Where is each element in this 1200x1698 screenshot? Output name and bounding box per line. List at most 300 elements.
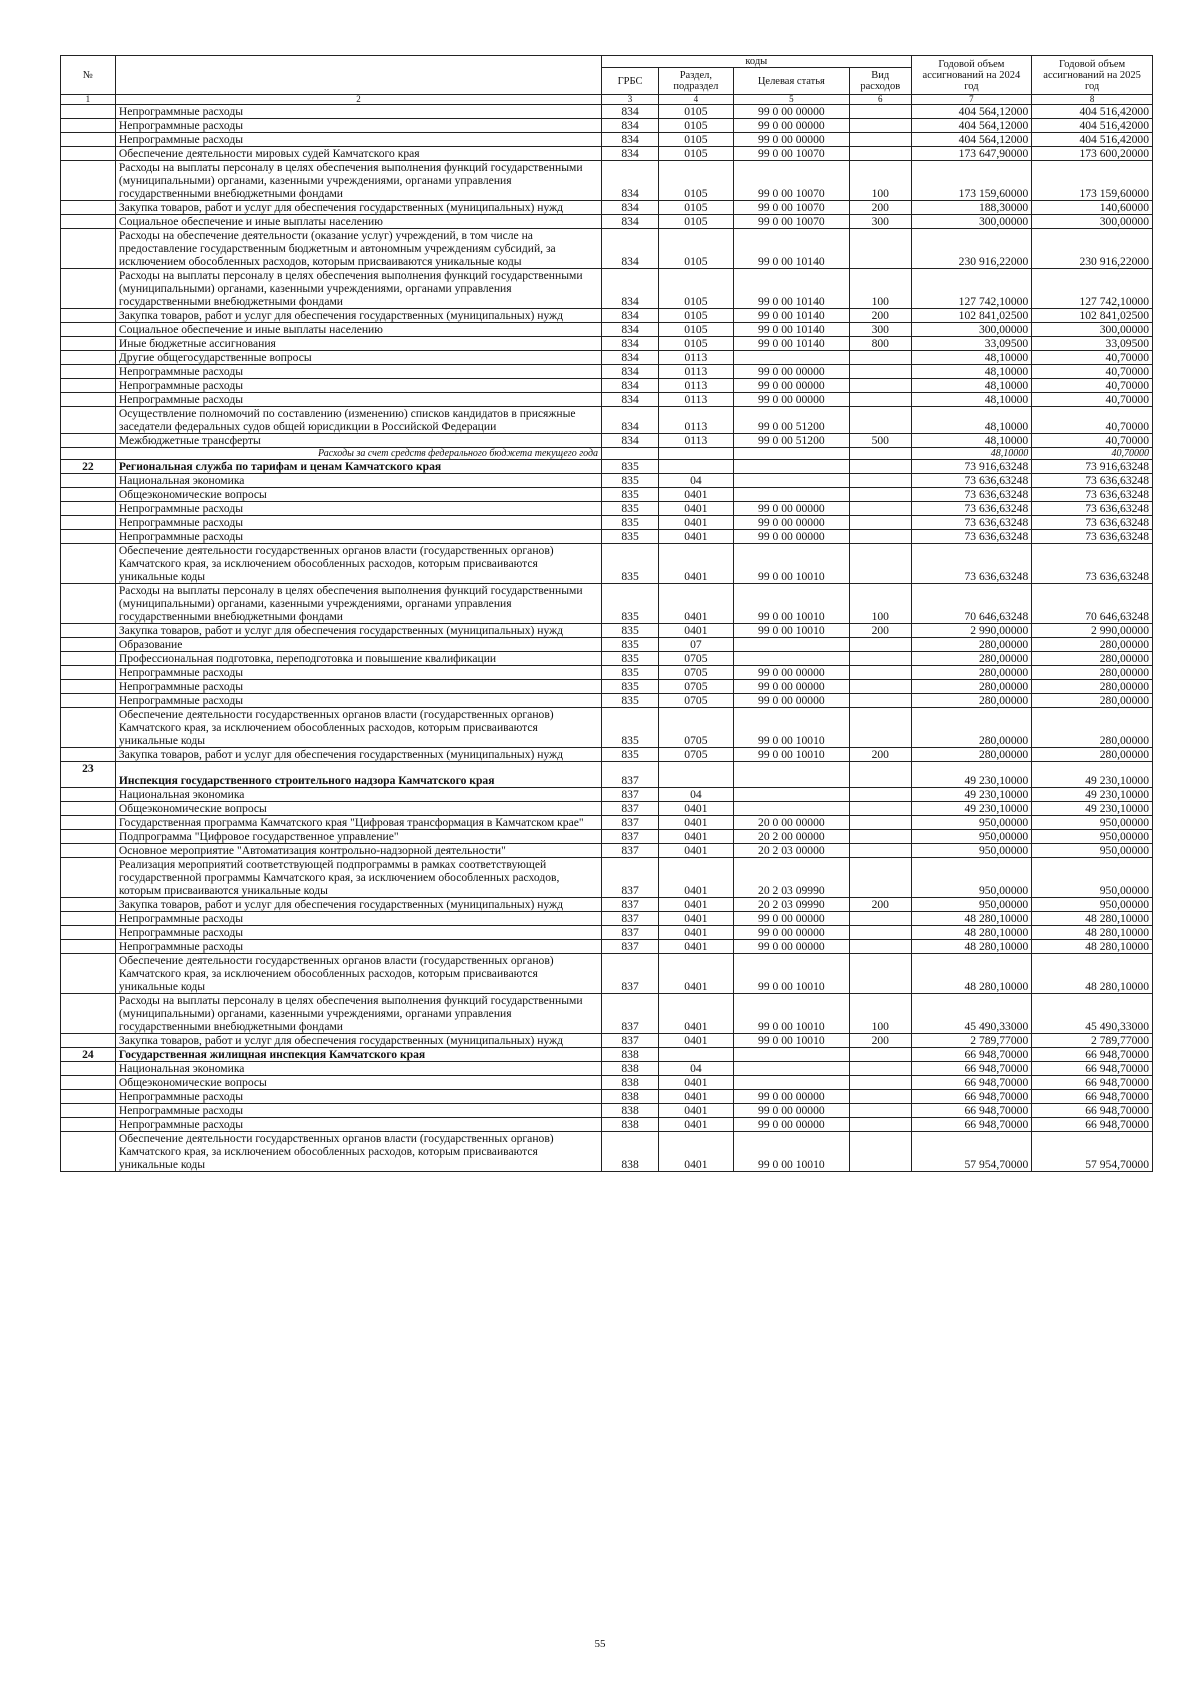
row-amount-2024: 49 230,10000 (911, 762, 1032, 788)
table-row (61, 802, 1153, 816)
row-number (61, 844, 116, 858)
row-grbs: 834 (602, 105, 659, 119)
row-amount-2025: 173 600,20000 (1032, 147, 1153, 161)
row-amount-2024: 404 564,12000 (911, 119, 1032, 133)
row-amount-2025: 404 516,42000 (1032, 133, 1153, 147)
table-row (61, 448, 1153, 460)
row-amount-2024: 73 916,63248 (911, 460, 1032, 474)
row-amount-2025: 300,00000 (1032, 323, 1153, 337)
row-number (61, 201, 116, 215)
row-grbs: 834 (602, 229, 659, 269)
row-name: Расходы на обеспечение деятельности (оказание услуг) учреждений, в том числе на предоставление государственным бюджетным и автономным учреждениям субсидий, за исключением обособленных расходов, которым присваиваются уникальные коды (115, 229, 601, 269)
header-vid: Вид расходов (850, 68, 912, 95)
row-name: Государственная жилищная инспекция Камчатского края (115, 1048, 601, 1062)
row-amount-2025: 48 280,10000 (1032, 940, 1153, 954)
row-celevaya (733, 638, 849, 652)
row-razdel: 0401 (659, 926, 734, 940)
row-grbs: 837 (602, 844, 659, 858)
row-razdel (659, 762, 734, 788)
table-row (61, 1104, 1153, 1118)
row-amount-2024: 45 490,33000 (911, 994, 1032, 1034)
row-vid (850, 365, 912, 379)
row-vid (850, 488, 912, 502)
row-razdel: 0401 (659, 624, 734, 638)
row-name: Непрограммные расходы (115, 105, 601, 119)
row-amount-2024: 280,00000 (911, 680, 1032, 694)
row-amount-2024: 48,10000 (911, 351, 1032, 365)
row-amount-2025: 280,00000 (1032, 694, 1153, 708)
row-vid (850, 379, 912, 393)
row-amount-2025: 40,70000 (1032, 351, 1153, 365)
row-grbs: 837 (602, 762, 659, 788)
row-number (61, 1034, 116, 1048)
row-vid (850, 858, 912, 898)
row-amount-2025: 73 636,63248 (1032, 530, 1153, 544)
row-number (61, 448, 116, 460)
row-number: 23 (61, 762, 116, 788)
row-celevaya (733, 1048, 849, 1062)
table-row (61, 912, 1153, 926)
row-amount-2025: 48 280,10000 (1032, 926, 1153, 940)
row-celevaya: 99 0 00 00000 (733, 940, 849, 954)
row-amount-2024: 48 280,10000 (911, 940, 1032, 954)
table-row (61, 105, 1153, 119)
table-row (61, 844, 1153, 858)
row-amount-2024: 404 564,12000 (911, 133, 1032, 147)
table-row (61, 474, 1153, 488)
row-vid (850, 474, 912, 488)
row-razdel (659, 1048, 734, 1062)
row-amount-2025: 2 990,00000 (1032, 624, 1153, 638)
row-vid (850, 694, 912, 708)
row-razdel: 0105 (659, 147, 734, 161)
row-razdel: 0705 (659, 680, 734, 694)
row-amount-2025: 40,70000 (1032, 365, 1153, 379)
row-name: Образование (115, 638, 601, 652)
header-celevaya: Целевая статья (733, 68, 849, 95)
row-razdel: 0401 (659, 544, 734, 584)
table-row (61, 694, 1153, 708)
row-vid (850, 133, 912, 147)
row-amount-2025: 280,00000 (1032, 748, 1153, 762)
row-amount-2024: 127 742,10000 (911, 269, 1032, 309)
row-grbs: 835 (602, 694, 659, 708)
row-razdel: 0705 (659, 666, 734, 680)
row-amount-2025: 49 230,10000 (1032, 802, 1153, 816)
row-vid (850, 652, 912, 666)
row-amount-2025: 66 948,70000 (1032, 1104, 1153, 1118)
row-name: Закупка товаров, работ и услуг для обеспечения государственных (муниципальных) нужд (115, 201, 601, 215)
row-name: Национальная экономика (115, 788, 601, 802)
row-grbs: 834 (602, 323, 659, 337)
row-grbs: 837 (602, 898, 659, 912)
row-name: Расходы на выплаты персоналу в целях обеспечения выполнения функций государственными (муниципальными) органами, казенными учреждениями, органами управления государственными внебюджетными фондами (115, 994, 601, 1034)
row-celevaya: 99 0 00 10010 (733, 954, 849, 994)
row-grbs: 835 (602, 680, 659, 694)
row-amount-2025: 66 948,70000 (1032, 1118, 1153, 1132)
row-vid (850, 940, 912, 954)
row-name: Обеспечение деятельности мировых судей Камчатского края (115, 147, 601, 161)
row-grbs: 834 (602, 434, 659, 448)
row-vid: 100 (850, 584, 912, 624)
row-name: Государственная программа Камчатского края "Цифровая трансформация в Камчатском крае" (115, 816, 601, 830)
row-amount-2024: 173 159,60000 (911, 161, 1032, 201)
row-amount-2024: 173 647,90000 (911, 147, 1032, 161)
row-name: Национальная экономика (115, 1062, 601, 1076)
table-row (61, 502, 1153, 516)
row-celevaya: 99 0 00 00000 (733, 926, 849, 940)
table-row (61, 954, 1153, 994)
row-grbs: 835 (602, 624, 659, 638)
row-amount-2024: 57 954,70000 (911, 1132, 1032, 1172)
row-razdel: 04 (659, 1062, 734, 1076)
row-vid (850, 502, 912, 516)
row-celevaya: 20 2 00 00000 (733, 830, 849, 844)
row-razdel: 0401 (659, 1118, 734, 1132)
row-grbs: 837 (602, 940, 659, 954)
row-number (61, 309, 116, 323)
row-amount-2025: 73 636,63248 (1032, 474, 1153, 488)
row-celevaya: 99 0 00 00000 (733, 105, 849, 119)
row-number (61, 694, 116, 708)
row-amount-2025: 950,00000 (1032, 816, 1153, 830)
table-row (61, 1034, 1153, 1048)
row-number (61, 1062, 116, 1076)
header-razdel: Раздел, подраздел (659, 68, 734, 95)
colnum: 3 (602, 95, 659, 105)
row-number (61, 365, 116, 379)
row-vid (850, 830, 912, 844)
column-numbers-row (61, 95, 1153, 105)
row-number (61, 788, 116, 802)
table-row (61, 708, 1153, 748)
row-grbs: 834 (602, 351, 659, 365)
row-celevaya: 99 0 00 10070 (733, 147, 849, 161)
row-celevaya: 99 0 00 00000 (733, 502, 849, 516)
row-amount-2025: 33,09500 (1032, 337, 1153, 351)
row-amount-2025: 280,00000 (1032, 652, 1153, 666)
table-row (61, 830, 1153, 844)
row-number (61, 379, 116, 393)
row-grbs: 837 (602, 816, 659, 830)
row-grbs: 835 (602, 474, 659, 488)
row-amount-2025: 950,00000 (1032, 830, 1153, 844)
row-razdel: 0105 (659, 133, 734, 147)
row-celevaya: 99 0 00 10070 (733, 161, 849, 201)
row-number (61, 624, 116, 638)
row-amount-2025: 66 948,70000 (1032, 1076, 1153, 1090)
row-vid (850, 516, 912, 530)
row-number (61, 407, 116, 434)
row-celevaya: 99 0 00 00000 (733, 1118, 849, 1132)
row-name: Непрограммные расходы (115, 694, 601, 708)
row-amount-2024: 48,10000 (911, 365, 1032, 379)
row-amount-2024: 73 636,63248 (911, 530, 1032, 544)
row-amount-2024: 300,00000 (911, 323, 1032, 337)
row-grbs: 837 (602, 802, 659, 816)
row-razdel: 0113 (659, 393, 734, 407)
row-razdel: 04 (659, 788, 734, 802)
row-celevaya (733, 1076, 849, 1090)
row-amount-2025: 40,70000 (1032, 407, 1153, 434)
row-number (61, 269, 116, 309)
row-name: Непрограммные расходы (115, 502, 601, 516)
colnum: 5 (733, 95, 849, 105)
row-vid (850, 816, 912, 830)
row-razdel: 0401 (659, 516, 734, 530)
row-amount-2024: 280,00000 (911, 652, 1032, 666)
row-amount-2024: 66 948,70000 (911, 1118, 1032, 1132)
row-name: Обеспечение деятельности государственных органов власти (государственных органов) Камчатского края, за исключением обособленных расходов, которым присваиваются уникальные коды (115, 954, 601, 994)
row-number: 24 (61, 1048, 116, 1062)
row-vid: 100 (850, 994, 912, 1034)
row-amount-2024: 66 948,70000 (911, 1048, 1032, 1062)
row-number (61, 666, 116, 680)
row-vid (850, 708, 912, 748)
row-number (61, 229, 116, 269)
table-row (61, 858, 1153, 898)
row-vid (850, 393, 912, 407)
row-celevaya (733, 788, 849, 802)
row-vid (850, 530, 912, 544)
row-number: 22 (61, 460, 116, 474)
row-celevaya (733, 652, 849, 666)
row-name: Непрограммные расходы (115, 393, 601, 407)
row-razdel: 0401 (659, 488, 734, 502)
row-amount-2024: 33,09500 (911, 337, 1032, 351)
row-razdel: 0401 (659, 830, 734, 844)
row-name: Непрограммные расходы (115, 680, 601, 694)
row-number (61, 926, 116, 940)
row-vid (850, 1090, 912, 1104)
row-amount-2024: 70 646,63248 (911, 584, 1032, 624)
row-amount-2024: 66 948,70000 (911, 1076, 1032, 1090)
row-razdel: 0401 (659, 1090, 734, 1104)
row-razdel: 0105 (659, 201, 734, 215)
table-row (61, 133, 1153, 147)
row-vid (850, 802, 912, 816)
row-amount-2025: 127 742,10000 (1032, 269, 1153, 309)
row-amount-2025: 140,60000 (1032, 201, 1153, 215)
row-number (61, 393, 116, 407)
row-number (61, 337, 116, 351)
row-amount-2024: 66 948,70000 (911, 1104, 1032, 1118)
table-row (61, 309, 1153, 323)
row-celevaya: 99 0 00 00000 (733, 119, 849, 133)
row-amount-2025: 950,00000 (1032, 844, 1153, 858)
row-razdel: 0401 (659, 1104, 734, 1118)
row-number (61, 1104, 116, 1118)
row-grbs: 837 (602, 912, 659, 926)
row-razdel: 0113 (659, 407, 734, 434)
row-grbs: 834 (602, 147, 659, 161)
row-number (61, 1076, 116, 1090)
row-name: Обеспечение деятельности государственных органов власти (государственных органов) Камчатского края, за исключением обособленных расходов, которым присваиваются уникальные коды (115, 708, 601, 748)
table-row (61, 816, 1153, 830)
header-grbs: ГРБС (602, 68, 659, 95)
row-number (61, 133, 116, 147)
row-number (61, 584, 116, 624)
row-celevaya: 99 0 00 10010 (733, 624, 849, 638)
table-row (61, 584, 1153, 624)
row-name: Непрограммные расходы (115, 666, 601, 680)
row-name: Основное мероприятие "Автоматизация контрольно-надзорной деятельности" (115, 844, 601, 858)
row-razdel: 0105 (659, 215, 734, 229)
row-vid: 200 (850, 748, 912, 762)
row-number (61, 802, 116, 816)
row-number (61, 816, 116, 830)
row-amount-2025: 280,00000 (1032, 680, 1153, 694)
row-amount-2024: 49 230,10000 (911, 788, 1032, 802)
row-name: Непрограммные расходы (115, 119, 601, 133)
row-amount-2024: 950,00000 (911, 858, 1032, 898)
table-row (61, 788, 1153, 802)
row-vid (850, 638, 912, 652)
row-celevaya (733, 448, 849, 460)
row-name: Общеэкономические вопросы (115, 802, 601, 816)
row-amount-2025: 66 948,70000 (1032, 1090, 1153, 1104)
row-number (61, 323, 116, 337)
row-name: Иные бюджетные ассигнования (115, 337, 601, 351)
row-celevaya (733, 1062, 849, 1076)
table-row (61, 624, 1153, 638)
row-razdel: 0401 (659, 530, 734, 544)
row-razdel: 0401 (659, 912, 734, 926)
row-amount-2024: 48,10000 (911, 448, 1032, 460)
row-celevaya: 99 0 00 51200 (733, 434, 849, 448)
table-row (61, 161, 1153, 201)
row-grbs: 834 (602, 161, 659, 201)
table-row (61, 215, 1153, 229)
row-name: Обеспечение деятельности государственных органов власти (государственных органов) Камчатского края, за исключением обособленных расходов, которым присваиваются уникальные коды (115, 1132, 601, 1172)
row-amount-2025: 404 516,42000 (1032, 105, 1153, 119)
row-celevaya: 99 0 00 00000 (733, 133, 849, 147)
table-row (61, 652, 1153, 666)
row-number (61, 858, 116, 898)
table-row (61, 434, 1153, 448)
row-amount-2024: 404 564,12000 (911, 105, 1032, 119)
row-amount-2025: 40,70000 (1032, 379, 1153, 393)
row-celevaya: 99 0 00 10010 (733, 544, 849, 584)
row-amount-2025: 45 490,33000 (1032, 994, 1153, 1034)
colnum: 4 (659, 95, 734, 105)
row-amount-2024: 48,10000 (911, 407, 1032, 434)
row-celevaya: 99 0 00 10010 (733, 1132, 849, 1172)
table-row (61, 1132, 1153, 1172)
row-vid (850, 844, 912, 858)
row-amount-2025: 49 230,10000 (1032, 762, 1153, 788)
table-row (61, 337, 1153, 351)
row-name: Непрограммные расходы (115, 379, 601, 393)
row-grbs: 837 (602, 926, 659, 940)
row-amount-2025: 280,00000 (1032, 666, 1153, 680)
row-razdel: 0113 (659, 379, 734, 393)
row-number (61, 898, 116, 912)
row-razdel (659, 460, 734, 474)
row-vid (850, 147, 912, 161)
row-vid (850, 119, 912, 133)
row-amount-2025: 102 841,02500 (1032, 309, 1153, 323)
row-amount-2025: 40,70000 (1032, 393, 1153, 407)
row-amount-2025: 300,00000 (1032, 215, 1153, 229)
row-vid: 300 (850, 323, 912, 337)
row-name: Непрограммные расходы (115, 530, 601, 544)
table-row (61, 460, 1153, 474)
row-celevaya: 99 0 00 00000 (733, 1104, 849, 1118)
row-vid (850, 105, 912, 119)
row-celevaya: 99 0 00 00000 (733, 516, 849, 530)
row-number (61, 147, 116, 161)
row-name: Обеспечение деятельности государственных органов власти (государственных органов) Камчатского края, за исключением обособленных расходов, которым присваиваются уникальные коды (115, 544, 601, 584)
row-amount-2025: 950,00000 (1032, 898, 1153, 912)
row-amount-2024: 66 948,70000 (911, 1090, 1032, 1104)
row-celevaya: 99 0 00 00000 (733, 365, 849, 379)
row-number (61, 161, 116, 201)
row-amount-2024: 48 280,10000 (911, 954, 1032, 994)
row-celevaya: 99 0 00 00000 (733, 666, 849, 680)
row-vid (850, 1076, 912, 1090)
row-celevaya: 99 0 00 00000 (733, 912, 849, 926)
row-number (61, 474, 116, 488)
row-razdel: 0705 (659, 708, 734, 748)
row-name: Расходы на выплаты персоналу в целях обеспечения выполнения функций государственными (муниципальными) органами, казенными учреждениями, органами управления государственными внебюджетными фондами (115, 269, 601, 309)
row-name: Закупка товаров, работ и услуг для обеспечения государственных (муниципальных) нужд (115, 1034, 601, 1048)
row-grbs: 834 (602, 269, 659, 309)
row-celevaya: 20 0 00 00000 (733, 816, 849, 830)
row-vid: 200 (850, 1034, 912, 1048)
table-row (61, 1062, 1153, 1076)
row-celevaya: 99 0 00 10140 (733, 269, 849, 309)
row-vid: 300 (850, 215, 912, 229)
row-celevaya: 99 0 00 00000 (733, 680, 849, 694)
row-amount-2024: 950,00000 (911, 898, 1032, 912)
row-grbs: 837 (602, 858, 659, 898)
table-row (61, 898, 1153, 912)
row-amount-2024: 102 841,02500 (911, 309, 1032, 323)
row-number (61, 530, 116, 544)
row-vid: 200 (850, 898, 912, 912)
row-celevaya (733, 351, 849, 365)
row-number (61, 516, 116, 530)
row-celevaya: 99 0 00 10010 (733, 994, 849, 1034)
row-grbs: 835 (602, 652, 659, 666)
row-number (61, 994, 116, 1034)
row-name: Непрограммные расходы (115, 365, 601, 379)
row-amount-2024: 950,00000 (911, 844, 1032, 858)
row-vid (850, 680, 912, 694)
row-vid (850, 912, 912, 926)
row-grbs: 838 (602, 1118, 659, 1132)
row-amount-2024: 280,00000 (911, 638, 1032, 652)
table-row (61, 516, 1153, 530)
row-name: Непрограммные расходы (115, 133, 601, 147)
table-row (61, 762, 1153, 788)
row-razdel: 0105 (659, 229, 734, 269)
row-amount-2024: 950,00000 (911, 830, 1032, 844)
row-celevaya: 20 2 03 09990 (733, 898, 849, 912)
row-vid: 200 (850, 201, 912, 215)
row-vid: 200 (850, 309, 912, 323)
row-razdel: 0705 (659, 694, 734, 708)
row-razdel: 0105 (659, 269, 734, 309)
row-grbs: 837 (602, 1034, 659, 1048)
row-celevaya: 99 0 00 10070 (733, 201, 849, 215)
row-amount-2024: 66 948,70000 (911, 1062, 1032, 1076)
row-vid (850, 762, 912, 788)
row-number (61, 1118, 116, 1132)
row-grbs: 834 (602, 119, 659, 133)
row-name: Расходы на выплаты персоналу в целях обеспечения выполнения функций государственными (муниципальными) органами, казенными учреждениями, органами управления государственными внебюджетными фондами (115, 161, 601, 201)
